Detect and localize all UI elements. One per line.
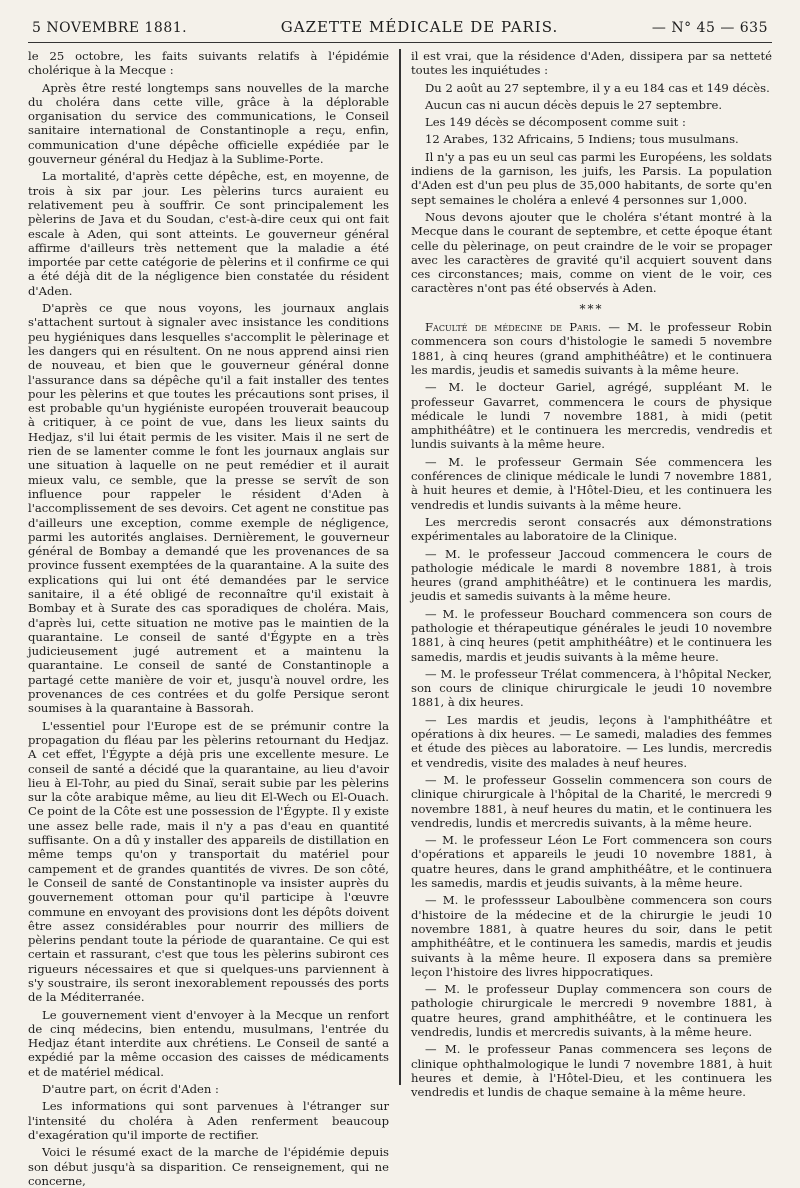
paragraph: Il n'y a pas eu un seul cas parmi les Européens, les soldats indiens de la garnison, les juifs, les Parsis. La population d'Aden est d'un peu plus de 35,000 habitants, de sorte qu'en sept semaines le choléra a enlevé 4 personnes sur 1,000. xyxy=(411,149,772,207)
column-divider xyxy=(399,49,401,1085)
paragraph: Voici le résumé exact de la marche de l'épidémie depuis son début jusqu'à sa disparition. Ce renseignement, qui ne concerne, xyxy=(28,1145,389,1188)
paragraph: La mortalité, d'après cette dépêche, est, en moyenne, de trois à six par jour. Les pèlerins turcs auraient eu relativement peu à souffrir. Ce sont principalement les pèlerins de Java et du Soudan, c'est-à-dire ceux qui ont fait escale à Aden, qui sont atteints. Le gouverneur général affirme d'ailleurs très nettement que la maladie a été importée par cette catégorie de pèlerins et il confirme ce qui a été déjà dit de la négligence bien constatée du résident d'Aden. xyxy=(28,169,389,298)
paragraph: Aucun cas ni aucun décès depuis le 27 septembre. xyxy=(425,97,723,112)
paragraph: il est vrai, que la résidence d'Aden, dissipera par sa netteté toutes les inquiétudes : xyxy=(411,49,772,78)
paragraph: Les 149 décès se décomposent comme suit : xyxy=(425,115,686,130)
paragraph: Après être resté longtemps sans nouvelles de la marche du choléra dans cette ville, grâce à la déplorable organisation du service des communications, le Conseil sanitaire international de Constantinople a reçu, enfin, communication d'une dépêche officielle expédiée par le gouverneur général du Hedjaz à la Sublime-Porte. xyxy=(28,80,389,167)
paragraph: Les informations qui sont parvenues à l'étranger sur l'intensité du choléra à Aden renferment beaucoup d'exagération qu'il importe de rectifier. xyxy=(28,1099,389,1142)
faculty-announcement xyxy=(411,320,772,377)
section-separator: *** xyxy=(579,301,604,316)
paragraph: — M. le professeur Bouchard commencera son cours de pathologie et thérapeutique générales le jeudi 10 novembre 1881, à cinq heures (petit amphithéâtre) et le continuera les samedis, mardis et jeudis suivants à la même heure. xyxy=(411,606,772,664)
left-column xyxy=(28,49,389,1188)
paragraph: — M. le professeur Germain Sée commencera les conférences de clinique médicale le lundi 7 novembre 1881, à huit heures et demie, à l'Hôtel-Dieu, et les continuera les vendredis et lundis suivants à la même heure. xyxy=(411,454,772,512)
paragraph: — M. le professeur Panas commencera ses leçons de clinique ophthalmologique le lundi 7 novembre 1881, à huit heures et demie, à l'Hôtel-Dieu, et les continuera les vendredis et lundis de chaque semaine à la même heure. xyxy=(411,1042,772,1100)
paragraph: — M. le professeur Jaccoud commencera le cours de pathologie médicale le mardi 8 novembre 1881, à trois heures (grand amphithéâtre) et le continuera les mardis, jeudis et samedis suivants à la même heure. xyxy=(411,546,772,604)
paragraph: — M. le professeur Duplay commencera son cours de pathologie chirurgicale le mercredi 9 novembre 1881, à quatre heures, grand amphithéâtre, et le continuera les vendredis, lundis et mercredis suivants, à la même heure. xyxy=(411,982,772,1039)
right-column xyxy=(411,49,773,1100)
paragraph: D'après ce que nous voyons, les journaux anglais s'attachent surtout à signaler avec insistance les conditions peu hygiéniques dans lesquelles s'accomplit le pèlerinage et les dangers qui en résultent. On ne nous apprend ainsi rien de nouveau, et bien que le gouverneur général donne l'assurance dans sa dépêche qu'il a fait installer des tentes pour les pèlerins et que toutes les précautions sont prises, il est probable qu'un hygiéniste européen trouverait beaucoup à critiquer, à ce point de vue, dans les lieux saints du Hedjaz, s'il lui était permis de les visiter. Mais il ne sert de rien de se lamenter comme le font les journaux anglais sur une situation à laquelle on ne peut remédier et il aurait mieux valu, ce semble, que la presse se servît de son influence pour rappeler le résident d'Aden à l'accomplissement de ses devoirs. Cet agent ne constitue pas d'ailleurs une exception, comme exemple de négligence, parmi les autorités anglaises. Dernièrement, le gouverneur général de Bombay a demandé que les provenances de sa province fussent exemptées de la quarantaine. A la suite des explications qui lui ont été demandées par le service sanitaire, il a été obligé de reconnaître qu'il existait à Bombay et à Surate des cas sporadiques de choléra. Mais, d'après lui, cette situation ne motive pas le maintien de la quarantaine. Le conseil de santé d'Égypte en a très judicieusement jugé autrement et a maintenu la quarantaine. Le conseil de santé de Constantinople a partagé cette manière de voir et, jusqu'à nouvel ordre, les provenances de ces contrées et du golfe Persique seront soumises à la quarantaine à Bassorah. xyxy=(28,301,389,716)
paragraph: — M. le professeur Trélat commencera, à l'hôpital Necker, son cours de clinique chirurgicale le jeudi 10 novembre 1881, à dix heures. xyxy=(411,666,772,710)
paragraph: Le gouvernement vient d'envoyer à la Mecque un renfort de cinq médecins, bien entendu, musulmans, l'entrée du Hedjaz étant interdite aux chrétiens. Le Conseil de santé a expédié par la même occasion des caisses de médicaments et de matériel médical. xyxy=(28,1007,389,1079)
header-issue: — N° 45 — 635 xyxy=(651,20,768,36)
paragraph: le 25 octobre, les faits suivants relatifs à l'épidémie cholérique à la Mecque : xyxy=(28,49,389,78)
page-header xyxy=(28,18,772,43)
faculty-heading: Faculté de médecine de Paris. xyxy=(425,320,602,335)
columns xyxy=(28,49,773,1188)
header-title: GAZETTE MÉDICALE DE PARIS. xyxy=(280,18,559,36)
paragraph: — M. le docteur Gariel, agrégé, suppléant M. le professeur Gavarret, commencera le cours de physique médicale le lundi 7 novembre 1881, à midi (petit amphithéâtre) et le continuera les mercredis, vendredis et lundis suivants à la même heure. xyxy=(411,380,772,452)
paragraph: — M. le professeur Gosselin commencera son cours de clinique chirurgicale à l'hôpital de la Charité, le mercredi 9 novembre 1881, à neuf heures du matin, et le continuera les vendredis, lundis et mercredis suivants, à la même heure. xyxy=(411,772,772,830)
paragraph: — Les mardis et jeudis, leçons à l'amphithéâtre et opérations à dix heures. — Le samedi, maladies des femmes et étude des pièces au laboratoire. — Les lundis, mercredis et vendredis, visite des malades à neuf heures. xyxy=(411,712,772,770)
paragraph: L'essentiel pour l'Europe est de se prémunir contre la propagation du fléau par les pèlerins retournant du Hedjaz. A cet effet, l'Égypte a déjà pris une excellente mesure. Le conseil de santé a décidé que la quarantaine, au lieu d'avoir lieu à El-Tohr, au pied du Sinaï, serait subie par les pèlerins sur la côte arabique même, au lieu dit El-Wech ou El-Ouach. Ce point de la Côte est une possession de l'Égypte. Il y existe une assez belle rade, mais il n'y a pas d'eau en quantité suffisante. On a dû y installer des appareils de distillation en même temps qu'on y transportait du matériel pour campement et de grandes quantités de vivres. De son côté, le Conseil de santé de Constantinople va insister auprès du gouvernement ottoman pour qu'il participe à l'œuvre commune en envoyant des provisions dont les dépôts doivent être assez considérables pour nourrir des milliers de pèlerins pendant toute la période de quarantaine. Ce qui est certain et rassurant, c'est que tous les pèlerins subiront ces rigueurs nécessaires et que si quelques-uns parviennent à s'y soustraire, ils seront inexorablement repoussés des ports de la Méditerranée. xyxy=(28,718,389,1005)
paragraph: D'autre part, on écrit d'Aden : xyxy=(42,1082,219,1097)
paragraph: Du 2 août au 27 septembre, il y a eu 184 cas et 149 décès. xyxy=(425,80,770,95)
paragraph: — M. le professeur Léon Le Fort commencera son cours d'opérations et appareils le jeudi 10 novembre 1881, à quatre heures, dans le grand amphithéâtre, et le continuera les samedis, mardis et jeudis suivants, à la même heure. xyxy=(411,833,772,891)
paragraph: 12 Arabes, 132 Africains, 5 Indiens; tous musulmans. xyxy=(425,132,739,147)
paragraph-text: — M. le professeur Robin commencera son cours d'histologie le samedi 5 novembre 1881, à cinq heures (grand amphithéâtre) et le continuera les mardis, jeudis et samedis suivants à la même heure. xyxy=(411,320,773,377)
paragraph: Nous devons ajouter que le choléra s'étant montré à la Mecque dans le courant de septembre, et cette époque étant celle du pèlerinage, on peut craindre de le voir se propager avec les caractères de gravité qu'il acquiert souvent dans ces circonstances; mais, comme on vient de le voir, ces caractères n'ont pas été observés à Aden. xyxy=(411,209,772,296)
paragraph: Les mercredis seront consacrés aux démonstrations expérimentales au laboratoire de la Clinique. xyxy=(411,514,772,544)
header-date: 5 NOVEMBRE 1881. xyxy=(32,20,188,36)
paragraph: — M. le professseur Laboulbène commencera son cours d'histoire de la médecine et de la chirurgie le jeudi 10 novembre 1881, à quatre heures du soir, dans le petit amphithéâtre, et le continuera les samedis, mardis et jeudis suivants à la même heure. Il exposera dans sa première leçon l'histoire des livres hippocratiques. xyxy=(411,893,772,979)
